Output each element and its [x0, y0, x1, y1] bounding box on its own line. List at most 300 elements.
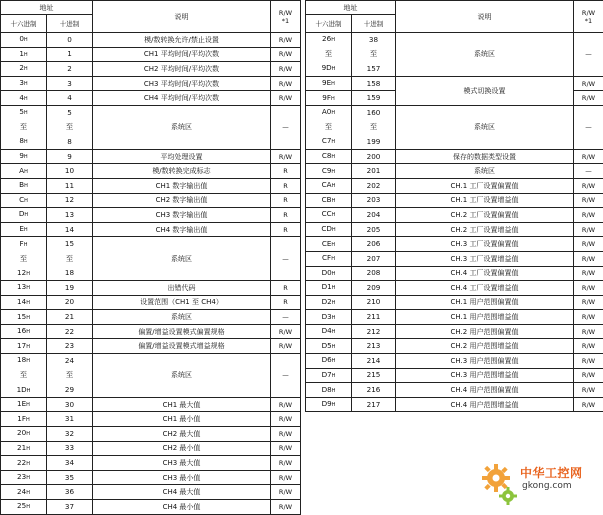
dec-address-cell: 215 [352, 368, 396, 383]
rw-cell: R/W [271, 441, 301, 456]
hex-value: 8 [19, 136, 24, 146]
hex-value: 15 [17, 311, 27, 321]
description-cell: 系统区 [396, 164, 574, 179]
rw-cell: R/W [574, 397, 603, 412]
watermark-logo [480, 462, 598, 512]
dec-address-cell: 12 [47, 193, 93, 208]
register-row [306, 208, 603, 223]
range-separator: 至 [47, 120, 93, 135]
register-row [306, 237, 603, 252]
dec-address-cell: 4 [47, 91, 93, 106]
hex-address-cell [1, 383, 47, 398]
register-range-start-row [306, 33, 603, 48]
register-row [1, 500, 301, 515]
register-row [306, 368, 603, 383]
description-cell: CH.3 工厂设置偏置值 [396, 237, 574, 252]
dec-address-cell: 10 [47, 164, 93, 179]
hex-address-cell [1, 339, 47, 354]
hex-suffix: H [24, 212, 29, 219]
hex-address-cell [1, 397, 47, 412]
dec-address-cell: 34 [47, 456, 93, 471]
register-row [1, 339, 301, 354]
hex-value: 9D [321, 63, 332, 73]
hex-suffix: H [23, 81, 28, 88]
description-cell: CH.1 工厂设置偏置值 [396, 178, 574, 193]
hex-suffix: H [331, 387, 336, 394]
hex-value: 13 [17, 282, 27, 292]
dec-address-cell: 11 [47, 178, 93, 193]
hex-suffix: H [26, 358, 30, 365]
register-row [1, 164, 301, 179]
hex-address-cell [1, 456, 47, 471]
dec-address-cell: 31 [47, 412, 93, 427]
hex-address-cell [1, 76, 47, 91]
dec-address-cell: 38 [352, 33, 396, 48]
description-cell: CH2 最大值 [93, 427, 271, 442]
description-cell: CH.2 工厂设置增益值 [396, 222, 574, 237]
dec-address-cell: 217 [352, 397, 396, 412]
hex-suffix: H [331, 329, 336, 336]
register-row [1, 193, 301, 208]
register-row [1, 485, 301, 500]
rw-cell: R/W [271, 470, 301, 485]
hex-suffix: H [331, 139, 336, 146]
right-body [306, 1, 603, 412]
register-range-start-row [1, 354, 301, 369]
hex-address-cell [1, 91, 47, 106]
hex-suffix: H [26, 489, 30, 496]
rw-cell: — [574, 33, 603, 77]
hex-address-cell [306, 383, 352, 398]
description-cell: 系统区 [93, 310, 271, 325]
dec-address-cell: 205 [352, 222, 396, 237]
rw-cell: R [271, 164, 301, 179]
hex-address-cell [306, 76, 352, 91]
rw-cell: R [271, 281, 301, 296]
hex-address-cell [1, 149, 47, 164]
dec-address-cell: 8 [47, 135, 93, 150]
rw-cell: R/W [574, 76, 603, 91]
description-cell: CH3 最小值 [93, 470, 271, 485]
gear-icon [480, 462, 520, 508]
dec-address-cell: 201 [352, 164, 396, 179]
hex-value: 5 [19, 107, 24, 117]
rw-cell: R [271, 178, 301, 193]
rw-cell: R/W [574, 281, 603, 296]
rw-cell: R/W [574, 91, 603, 106]
register-row [1, 281, 301, 296]
description-cell: CH2 最小值 [93, 441, 271, 456]
hex-suffix: H [23, 66, 28, 73]
hex-suffix: H [331, 372, 336, 379]
left-body [1, 1, 301, 515]
register-row [1, 397, 301, 412]
hex-address-cell [1, 441, 47, 456]
description-cell: 平均处理设置 [93, 149, 271, 164]
register-row [1, 456, 301, 471]
description-cell: CH3 数字输出值 [93, 208, 271, 223]
dec-address-cell: 3 [47, 76, 93, 91]
hex-value: D2 [321, 296, 332, 306]
register-row [306, 266, 603, 281]
dec-address-cell: 19 [47, 281, 93, 296]
hex-value: 21 [17, 442, 27, 452]
address-header: 地址 [1, 1, 93, 15]
dec-address-cell: 200 [352, 149, 396, 164]
register-row [1, 33, 301, 48]
hex-address-cell [1, 47, 47, 62]
rw-cell: R/W [271, 485, 301, 500]
hex-address-cell [306, 105, 352, 120]
hex-suffix: H [24, 168, 28, 175]
hex-suffix: H [331, 343, 336, 350]
rw-header-note: *1 [281, 16, 290, 25]
dec-address-cell: 18 [47, 266, 93, 281]
rw-cell: — [271, 310, 301, 325]
description-cell: 模/数转换允许/禁止设置 [93, 33, 271, 48]
address-header: 地址 [306, 1, 396, 15]
hex-suffix: H [23, 51, 28, 58]
hex-suffix: H [331, 270, 336, 277]
dec-address-cell: 208 [352, 266, 396, 281]
register-row [1, 222, 301, 237]
dec-address-cell: 206 [352, 237, 396, 252]
description-cell: 出错代码 [93, 281, 271, 296]
hex-suffix: H [26, 285, 30, 292]
rw-cell: R/W [574, 383, 603, 398]
hex-value: D [18, 209, 25, 219]
register-range-start-row [306, 105, 603, 120]
description-cell: CH3 平均时间/平均次数 [93, 76, 271, 91]
hex-address-cell [1, 237, 47, 252]
rw-cell: R [271, 295, 301, 310]
hex-address-cell [306, 310, 352, 325]
dec-address-cell: 207 [352, 251, 396, 266]
description-cell: CH.3 用户范围偏置值 [396, 354, 574, 369]
hex-value: D8 [321, 384, 332, 394]
hex-suffix: H [331, 402, 336, 409]
hex-value: 25 [17, 501, 27, 511]
rw-cell: R/W [271, 62, 301, 77]
description-cell: CH1 最大值 [93, 397, 271, 412]
register-row [1, 412, 301, 427]
hex-address-cell [306, 149, 352, 164]
hex-address-cell [1, 105, 47, 120]
description-header: 说明 [93, 1, 271, 33]
hex-suffix: H [331, 81, 335, 88]
hex-address-cell [306, 251, 352, 266]
hex-suffix: H [24, 197, 28, 204]
rw-cell: R/W [574, 251, 603, 266]
description-cell: CH.2 用户范围偏置值 [396, 324, 574, 339]
dec-address-cell: 158 [352, 76, 396, 91]
hex-value: 12 [17, 267, 27, 277]
hex-value: E [19, 224, 24, 234]
hex-suffix: H [26, 387, 31, 394]
dec-address-cell: 202 [352, 178, 396, 193]
dec-address-cell: 21 [47, 310, 93, 325]
hex-suffix: H [331, 168, 336, 175]
hex-value: B [19, 180, 25, 190]
description-cell: CH.2 用户范围增益值 [396, 339, 574, 354]
hex-address-cell [306, 368, 352, 383]
register-row [306, 164, 603, 179]
description-cell: CH4 数字输出值 [93, 222, 271, 237]
description-cell: 系统区 [396, 105, 574, 149]
hex-address-cell [1, 500, 47, 515]
rw-cell: R [271, 208, 301, 223]
description-cell: CH.2 工厂设置偏置值 [396, 208, 574, 223]
rw-cell: R/W [271, 397, 301, 412]
rw-cell: R [271, 222, 301, 237]
hex-suffix: H [331, 314, 336, 321]
range-separator: 至 [306, 120, 352, 135]
hex-value: 26 [322, 34, 332, 44]
hex-address-cell [1, 135, 47, 150]
register-row [1, 178, 301, 193]
hex-value: D4 [321, 326, 332, 336]
hex-suffix: H [26, 314, 30, 321]
hex-suffix: H [25, 416, 30, 423]
description-cell: CH.3 工厂设置增益值 [396, 251, 574, 266]
dec-header: 十进制 [47, 15, 93, 33]
dec-address-cell: 22 [47, 324, 93, 339]
rw-cell: R/W [574, 149, 603, 164]
register-row [306, 251, 603, 266]
description-cell: CH2 平均时间/平均次数 [93, 62, 271, 77]
rw-cell: R/W [271, 412, 301, 427]
register-row [306, 178, 603, 193]
description-cell: 偏置/增益设置模式增益规格 [93, 339, 271, 354]
dec-address-cell: 160 [352, 105, 396, 120]
hex-value: D0 [321, 267, 332, 277]
hex-suffix: H [26, 299, 30, 306]
hex-value: F [19, 238, 24, 248]
hex-suffix: H [24, 183, 28, 190]
dec-address-cell: 37 [47, 500, 93, 515]
dec-address-cell: 14 [47, 222, 93, 237]
hex-value: CB [321, 194, 332, 204]
range-separator: 至 [47, 251, 93, 266]
description-cell: 系统区 [93, 237, 271, 281]
register-row [306, 324, 603, 339]
hex-value: C9 [321, 165, 332, 175]
dec-address-cell: 32 [47, 427, 93, 442]
description-cell: 系统区 [396, 33, 574, 77]
register-row [1, 149, 301, 164]
hex-value: 1F [17, 413, 26, 423]
description-header: 说明 [396, 1, 574, 33]
description-cell: CH.4 用户范围增益值 [396, 397, 574, 412]
hex-suffix: H [330, 95, 335, 102]
hex-address-cell [306, 91, 352, 106]
dec-address-cell: 30 [47, 397, 93, 412]
hex-address-cell [306, 33, 352, 48]
dec-header: 十进制 [352, 15, 396, 33]
register-table-right [305, 0, 603, 412]
hex-value: 9F [322, 92, 331, 102]
hex-address-cell [306, 62, 352, 77]
rw-cell: R/W [271, 76, 301, 91]
hex-header: 十六进制 [306, 15, 352, 33]
hex-address-cell [306, 164, 352, 179]
hex-value: 2 [19, 63, 24, 73]
hex-value: D9 [321, 399, 332, 409]
rw-cell: R/W [574, 208, 603, 223]
register-range-start-row [1, 237, 301, 252]
hex-address-cell [306, 193, 352, 208]
hex-address-cell [1, 208, 47, 223]
rw-cell: R/W [271, 91, 301, 106]
hex-suffix: H [331, 37, 335, 44]
description-cell: CH1 数字输出值 [93, 178, 271, 193]
hex-address-cell [306, 266, 352, 281]
register-row [306, 339, 603, 354]
dec-address-cell: 213 [352, 339, 396, 354]
hex-address-cell [306, 339, 352, 354]
register-row [1, 208, 301, 223]
description-cell: 系统区 [93, 105, 271, 149]
description-cell: CH4 最小值 [93, 500, 271, 515]
dec-address-cell: 36 [47, 485, 93, 500]
range-separator: 至 [1, 120, 47, 135]
range-separator: 至 [306, 47, 352, 62]
hex-suffix: H [23, 139, 28, 146]
hex-address-cell [1, 178, 47, 193]
hex-suffix: H [331, 358, 336, 365]
hex-header: 十六进制 [1, 15, 47, 33]
hex-suffix: H [23, 154, 28, 161]
hex-value: D5 [321, 340, 332, 350]
register-row [306, 295, 603, 310]
rw-cell: — [271, 354, 301, 398]
register-row [1, 47, 301, 62]
hex-address-cell [1, 33, 47, 48]
header-row [306, 1, 603, 15]
description-cell: 模式切换设置 [396, 76, 574, 105]
register-row [1, 76, 301, 91]
hex-address-cell [306, 281, 352, 296]
hex-address-cell [1, 222, 47, 237]
hex-suffix: H [331, 299, 336, 306]
description-cell: CH.1 用户范围偏置值 [396, 295, 574, 310]
rw-cell: R/W [574, 193, 603, 208]
description-cell: CH.4 工厂设置增益值 [396, 281, 574, 296]
dec-address-cell: 5 [47, 105, 93, 120]
rw-cell: — [271, 105, 301, 149]
hex-value: 24 [17, 486, 27, 496]
hex-suffix: H [331, 110, 336, 117]
hex-suffix: H [23, 227, 28, 234]
rw-cell: R/W [271, 339, 301, 354]
rw-cell: R/W [574, 295, 603, 310]
hex-value: D1 [321, 282, 332, 292]
description-cell: CH.3 用户范围增益值 [396, 368, 574, 383]
hex-suffix: H [331, 197, 336, 204]
register-row [306, 354, 603, 369]
hex-suffix: H [26, 270, 30, 277]
hex-address-cell [1, 193, 47, 208]
register-row [306, 222, 603, 237]
register-row [1, 324, 301, 339]
hex-address-cell [1, 62, 47, 77]
hex-value: C [19, 194, 25, 204]
hex-address-cell [1, 281, 47, 296]
hex-value: D6 [321, 355, 332, 365]
dec-address-cell: 157 [352, 62, 396, 77]
hex-value: 16 [17, 326, 27, 336]
register-row [306, 310, 603, 325]
rw-cell: R/W [271, 427, 301, 442]
rw-cell: R/W [271, 324, 301, 339]
hex-suffix: H [23, 110, 28, 117]
dec-address-cell: 159 [352, 91, 396, 106]
register-row [1, 295, 301, 310]
rw-cell: R/W [574, 222, 603, 237]
register-row [1, 441, 301, 456]
register-row [1, 310, 301, 325]
dec-address-cell: 204 [352, 208, 396, 223]
hex-suffix: H [26, 431, 30, 438]
register-row [306, 76, 603, 91]
hex-value: 20 [17, 428, 27, 438]
hex-value: CE [321, 238, 332, 248]
hex-suffix: H [26, 445, 30, 452]
rw-cell: R/W [574, 354, 603, 369]
hex-address-cell [306, 208, 352, 223]
hex-suffix: H [331, 256, 335, 263]
hex-address-cell [1, 295, 47, 310]
hex-value: 1 [19, 48, 24, 58]
description-cell: 设置范围（CH1 至 CH4） [93, 295, 271, 310]
dec-address-cell: 33 [47, 441, 93, 456]
dec-address-cell: 216 [352, 383, 396, 398]
hex-value: CF [322, 253, 332, 263]
hex-address-cell [306, 354, 352, 369]
rw-cell: — [574, 105, 603, 149]
dec-address-cell: 214 [352, 354, 396, 369]
register-row [306, 397, 603, 412]
description-cell: CH.1 用户范围增益值 [396, 310, 574, 325]
hex-suffix: H [331, 66, 336, 73]
dec-address-cell: 0 [47, 33, 93, 48]
description-cell: CH3 最大值 [93, 456, 271, 471]
rw-header-note: *1 [584, 16, 593, 25]
dec-address-cell: 210 [352, 295, 396, 310]
hex-value: 18 [17, 355, 27, 365]
rw-cell: R/W [271, 33, 301, 48]
hex-value: 0 [19, 34, 24, 44]
hex-suffix: H [26, 329, 30, 336]
hex-value: A [19, 165, 25, 175]
hex-address-cell [1, 427, 47, 442]
dec-address-cell: 24 [47, 354, 93, 369]
hex-value: 9E [322, 78, 332, 88]
hex-suffix: H [26, 475, 30, 482]
rw-cell: R/W [574, 324, 603, 339]
rw-header-label: R/W [581, 8, 596, 17]
hex-value: D3 [321, 311, 332, 321]
rw-cell: R/W [271, 500, 301, 515]
register-row [1, 62, 301, 77]
watermark-brand-text: 中华工控网 [520, 466, 583, 480]
hex-value: D7 [321, 369, 332, 379]
rw-cell: R/W [574, 310, 603, 325]
hex-suffix: H [331, 154, 336, 161]
rw-cell: R [271, 193, 301, 208]
hex-suffix: H [23, 37, 28, 44]
rw-cell: R/W [574, 266, 603, 281]
